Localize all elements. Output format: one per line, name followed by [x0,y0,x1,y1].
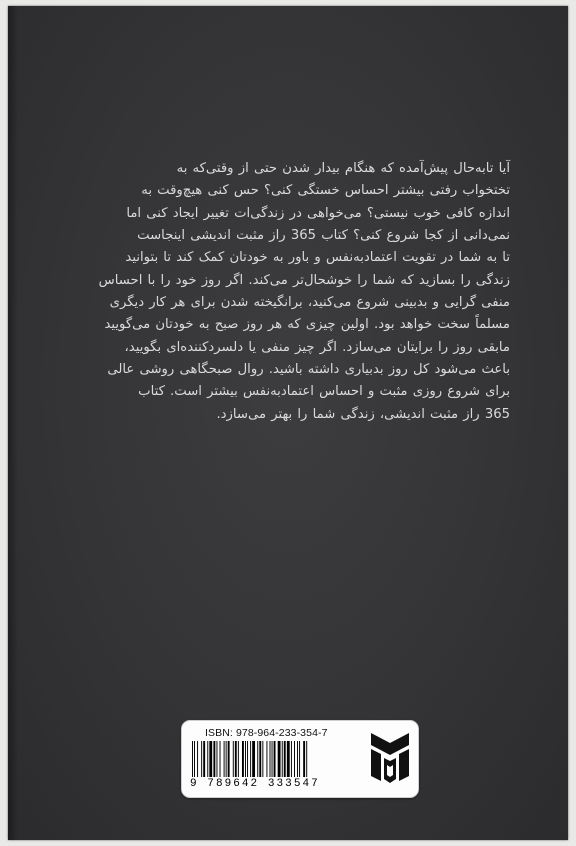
book-back-cover [8,6,568,840]
blurb-line: نمی‌دانی از کجا شروع کنی؟ کتاب 365 راز مثبت اندیشی اینجاست [137,228,510,244]
blurb-line: مابقی روز را برایتان می‌سازد. اگر چیز منفی یا دلسردکننده‌ای بگویید، [124,339,510,355]
blurb-line: آیا تا‌به‌حال پیش‌آمده که هنگام بیدار شدن حتی از وقتی‌که به [176,161,510,176]
blurb-line: باعث می‌شود کل روز بدبیاری داشته باشید. روال صبحگاهی روشی عالی [107,362,510,378]
publisher-logo-icon [368,729,412,789]
blurb-line: منفی گرایی و بدبینی شروع می‌کنید، برانگیخته شدن برای هر کار دیگری [109,295,510,311]
blurb-line: 365 راز مثبت اندیشی، زندگی شما را بهتر می‌سازد. [216,406,510,422]
blurb-line: زندگی را بسازید که شما را خوشحال‌تر می‌کند. اگر روز خود را با احساس [98,272,510,288]
blurb-line: تا به شما در تقویت اعتمادبه‌نفس و باور به خودتان کمک کند تا بتوانید [125,250,510,266]
spine-shadow [8,6,18,840]
isbn-barcode-sticker [181,720,419,798]
isbn-label: ISBN: 978-964-233-354-7 [205,727,328,739]
blurb-line: تختخواب رفتی بیشتر احساس خستگی کنی؟ حس کنی هیچ‌وقت به [141,183,510,199]
blurb-line: اندازه کافی خوب نیستی؟ می‌خواهی در زندگی‌ات تغییر ایجاد کنی اما [126,205,510,221]
blurb-line: برای شروع روزی مثبت و احساس اعتمادبه‌نفس بیشتر است. کتاب [138,384,510,400]
barcode-digits: 9 789642 333547 [188,777,360,791]
blurb-line: مسلماً سخت خواهد بود. اولین چیزی که هر روز صبح به خودتان می‌گویید [104,317,510,333]
blurb-text [90,158,510,426]
